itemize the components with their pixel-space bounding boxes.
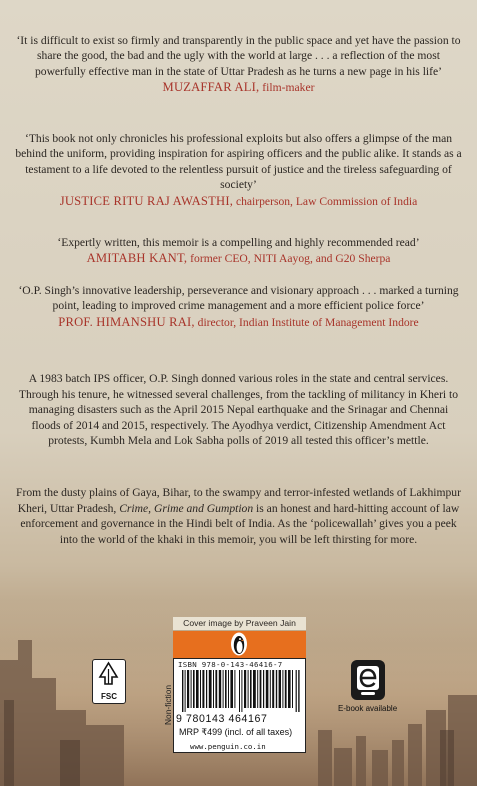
- quote-attribution: [12, 251, 465, 266]
- ebook-icon: [351, 660, 385, 700]
- fsc-certification-logo: [92, 659, 126, 704]
- attribution-name: PROF. HIMANSHU RAI,: [58, 314, 195, 329]
- blurb-paragraph-2: [14, 485, 463, 547]
- price-label: MRP ₹499 (incl. of all taxes): [179, 727, 293, 737]
- quote-text: ‘Expertly written, this memoir is a compelling and highly recommended read’: [57, 236, 420, 249]
- blurb-paragraph-1: A 1983 batch IPS officer, O.P. Singh donned various roles in the state and central services. Through his tenure, he witnessed several challenges, from the tackling of militancy in Kheri to managing disasters such as the April 2015 Nepal earthquake and the Srinagar and Chennai floods of 2014 and 2015, respectively. The Ayodhya verdict, Citizenship Amendment Act protests, Kumbh Mela and Lok Sabha polls of 2019 all tested this officer’s mettle.: [18, 372, 459, 448]
- attribution-name: MUZAFFAR ALI,: [162, 80, 260, 95]
- quote-muzaffar-ali: [12, 33, 465, 96]
- book-title: Crime, Grime and Gumption: [119, 501, 254, 515]
- barcode-digits: 9 780143 464167: [176, 713, 268, 725]
- ebook-letter-icon: [351, 660, 385, 700]
- attribution-role: chairperson, Law Commission of India: [235, 194, 418, 208]
- quote-ritu-raj-awasthi: [12, 131, 465, 209]
- quote-attribution: [12, 194, 465, 209]
- blurb-text: From the dusty plains of Gaya, Bihar, to the swampy and terror-infested wetlands of Lakhimpur Kheri, Uttar Pradesh,: [16, 486, 461, 515]
- barcode-icon: [182, 670, 300, 712]
- quote-text: ‘It is difficult to exist so firmly and transparently in the public space and yet have the passion to share the good, the bad and the ugly with the world at large . . . a reflection of the most powerfully effective man in the state of Uttar Pradesh as he turns a new page in his life’: [16, 34, 461, 78]
- quote-attribution: [12, 315, 465, 330]
- publisher-url: www.penguin.co.in: [190, 742, 266, 751]
- quote-himanshu-rai: [12, 283, 465, 330]
- attribution-role: film-maker: [262, 81, 315, 95]
- fsc-label: FSC: [101, 692, 117, 701]
- cover-image-credit: Cover image by Praveen Jain: [173, 617, 306, 630]
- attribution-name: JUSTICE RITU RAJ AWASTHI,: [59, 193, 234, 208]
- quote-text: ‘This book not only chronicles his professional exploits but also offers a glimpse of the man behind the uniform, providing inspiration for aspiring officers and the public alike. It stands as a testament to a life devoted to the relentless pursuit of justice and the tireless safeguarding of society’: [15, 132, 462, 192]
- attribution-name: AMITABH KANT,: [86, 251, 188, 266]
- quote-text: ‘O.P. Singh’s innovative leadership, perseverance and visionary approach . . . marked a turning point, leading to improved crime management and a more efficient police force’: [18, 284, 459, 313]
- isbn-number: ISBN 978-0-143-46416-7: [178, 660, 283, 669]
- fsc-tree-icon: [93, 660, 124, 690]
- quote-attribution: [12, 80, 465, 95]
- attribution-role: former CEO, NITI Aayog, and G20 Sherpa: [190, 252, 391, 266]
- penguin-logo-icon: [230, 632, 248, 656]
- ebook-availability-label: E-book available: [338, 704, 398, 713]
- quote-amitabh-kant: [12, 235, 465, 267]
- attribution-role: director, Indian Institute of Management Indore: [197, 315, 419, 329]
- category-label: Non-fiction: [163, 684, 174, 726]
- blurb-text: is an honest and hard-hitting account of law enforcement and governance in the Hindi belt of India. As the ‘policewallah’ gives you a peek into the world of the khaki in this memoir, you will be left thirsting for more.: [20, 501, 460, 546]
